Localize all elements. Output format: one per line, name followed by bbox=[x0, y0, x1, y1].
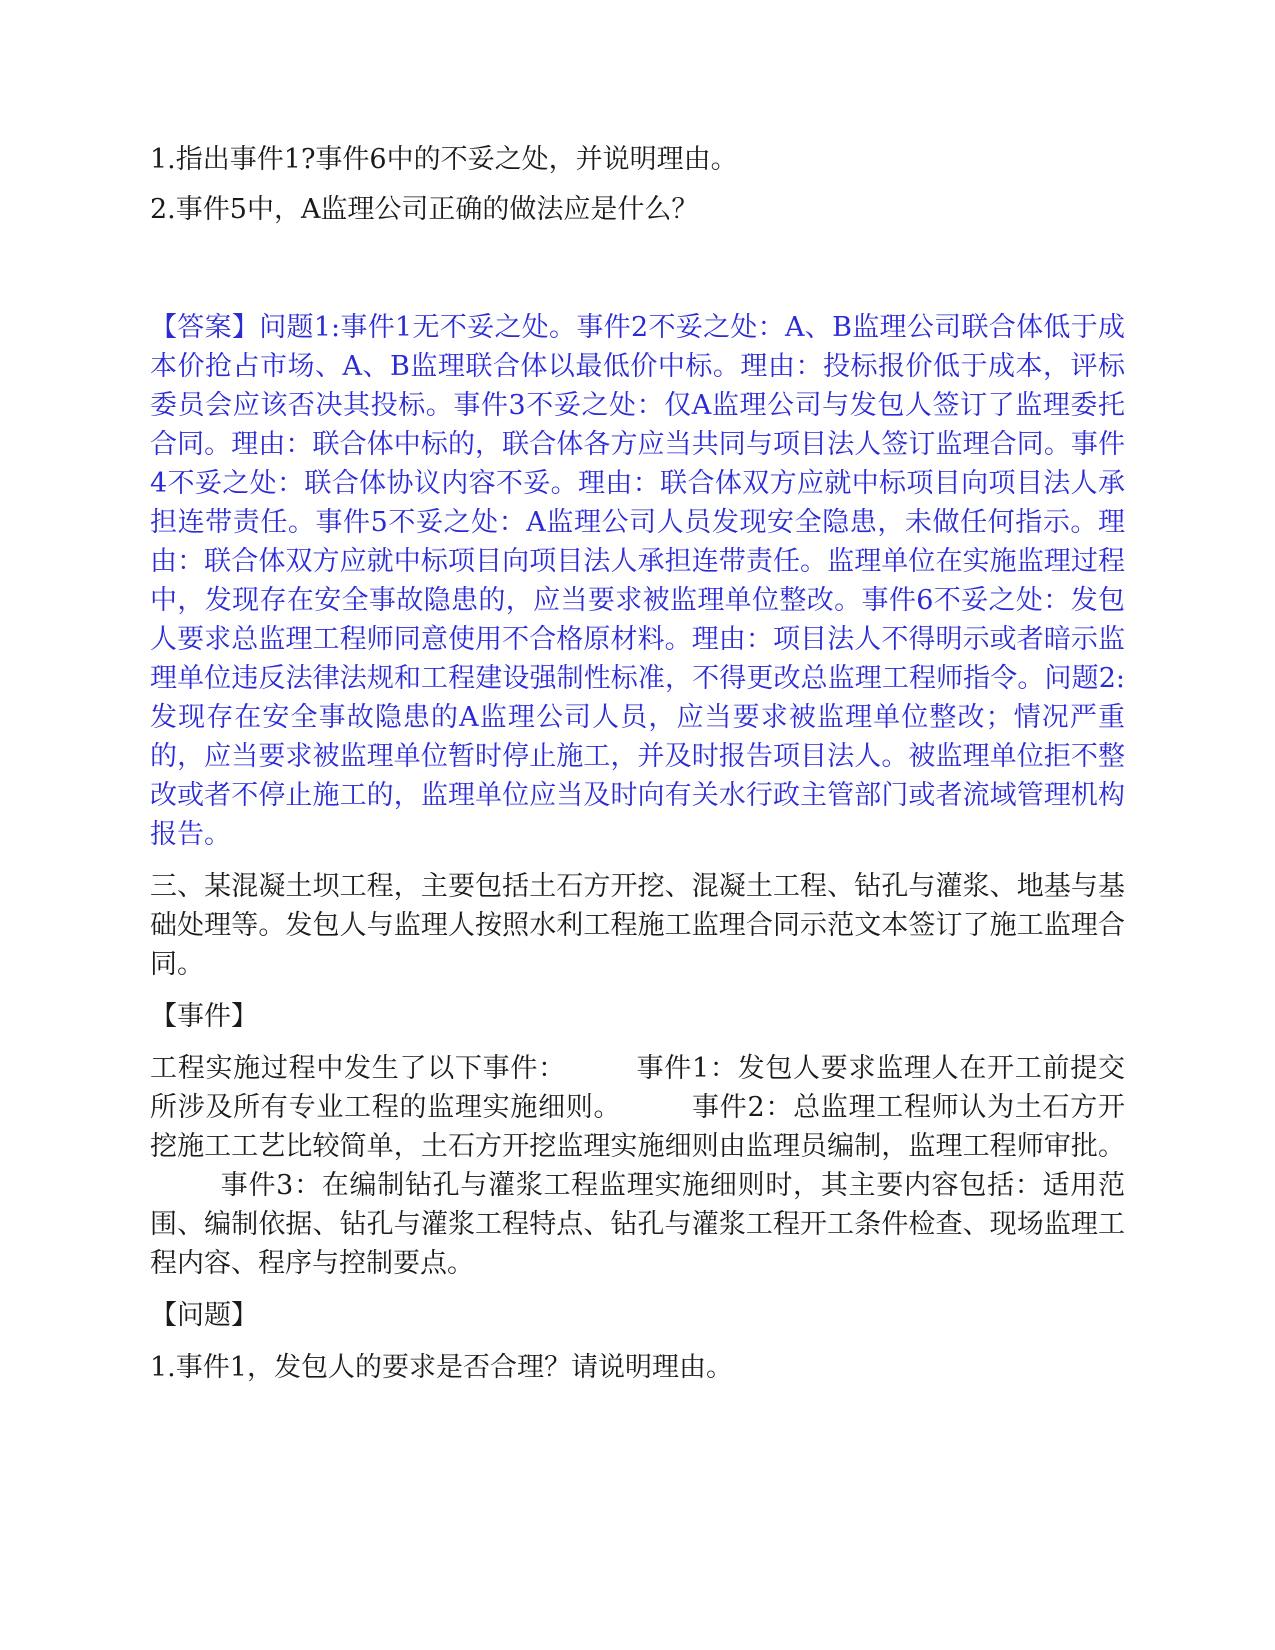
event-2: 事件2：总监理工程师认为土石方开挖施工工艺比较简单，土石方开挖监理实施细则由监理员编制，监理工程师审批。 bbox=[150, 1092, 1126, 1162]
question-1-bottom: 1.事件1，发包人的要求是否合理？请说明理由。 bbox=[150, 1352, 733, 1383]
event-3: 事件3：在编制钻孔与灌浆工程监理实施细则时，其主要内容包括：适用范围、编制依据、钻孔与灌浆工程特点、钻孔与灌浆工程开工条件检查、现场监理工程内容、程序与控制要点。 bbox=[150, 1170, 1125, 1279]
answer-text: 问题1:事件1无不妥之处。事件2不妥之处：A、B监理公司联合体低于成本价抢占市场、A、B监理联合体以最低价中标。理由：投标报价低于成本，评标委员会应该否决其投标。事件3不妥之处：仅A监理公司与发包人签订了监理委托合同。理由：联合体中标的，联合体各方应当共同与项目法人签订监理合同。事件4不妥之处：联合体协议内容不妥。理由：联合体双方应就中标项目向项目法人承担连带责任。事件5不妥之处：A监理公司人员发现安全隐患，未做任何指示。理由：联合体双方应就中标项目向项目法人承担连带责任。监理单位在实施监理过程中，发现存在安全事故隐患的，应当要求被监理单位整改。事件6不妥之处：发包人要求总监理工程师同意使用不合格原材料。理由：项目法人不得明示或者暗示监理单位违反法律法规和工程建设强制性标准，不得更改总监理工程师指令。问题2:发现存在安全事故隐患的A监理公司人员，应当要求被监理单位整改；情况严重的，应当要求被监理单位暂时停止施工，并及时报告项目法人。被监理单位拒不整改或者不停止施工的，监理单位应当及时向有关水行政主管部门或者流域管理机构报告。 bbox=[150, 312, 1125, 850]
events-lead: 工程实施过程中发生了以下事件： bbox=[150, 1053, 566, 1084]
answer-label: 【答案】 bbox=[150, 312, 260, 343]
events-heading: 【事件】 bbox=[150, 1001, 258, 1032]
question-2-top: 2.事件5中，A监理公司正确的做法应是什么？ bbox=[150, 194, 699, 225]
answer-block bbox=[150, 308, 1125, 854]
section-3-intro: 三、某混凝土坝工程，主要包括土石方开挖、混凝土工程、钻孔与灌浆、地基与基础处理等。发包人与监理人按照水利工程施工监理合同示范文本签订了施工监理合同。 bbox=[150, 871, 1125, 980]
document-page bbox=[150, 140, 1125, 1387]
question-1-top: 1.指出事件1?事件6中的不妥之处，并说明理由。 bbox=[150, 144, 738, 175]
events-paragraph bbox=[150, 1049, 1125, 1283]
questions-heading: 【问题】 bbox=[150, 1300, 258, 1331]
event-1: 事件1：发包人要求监理人在开工前提交所涉及所有专业工程的监理实施细则。 bbox=[150, 1053, 1125, 1123]
